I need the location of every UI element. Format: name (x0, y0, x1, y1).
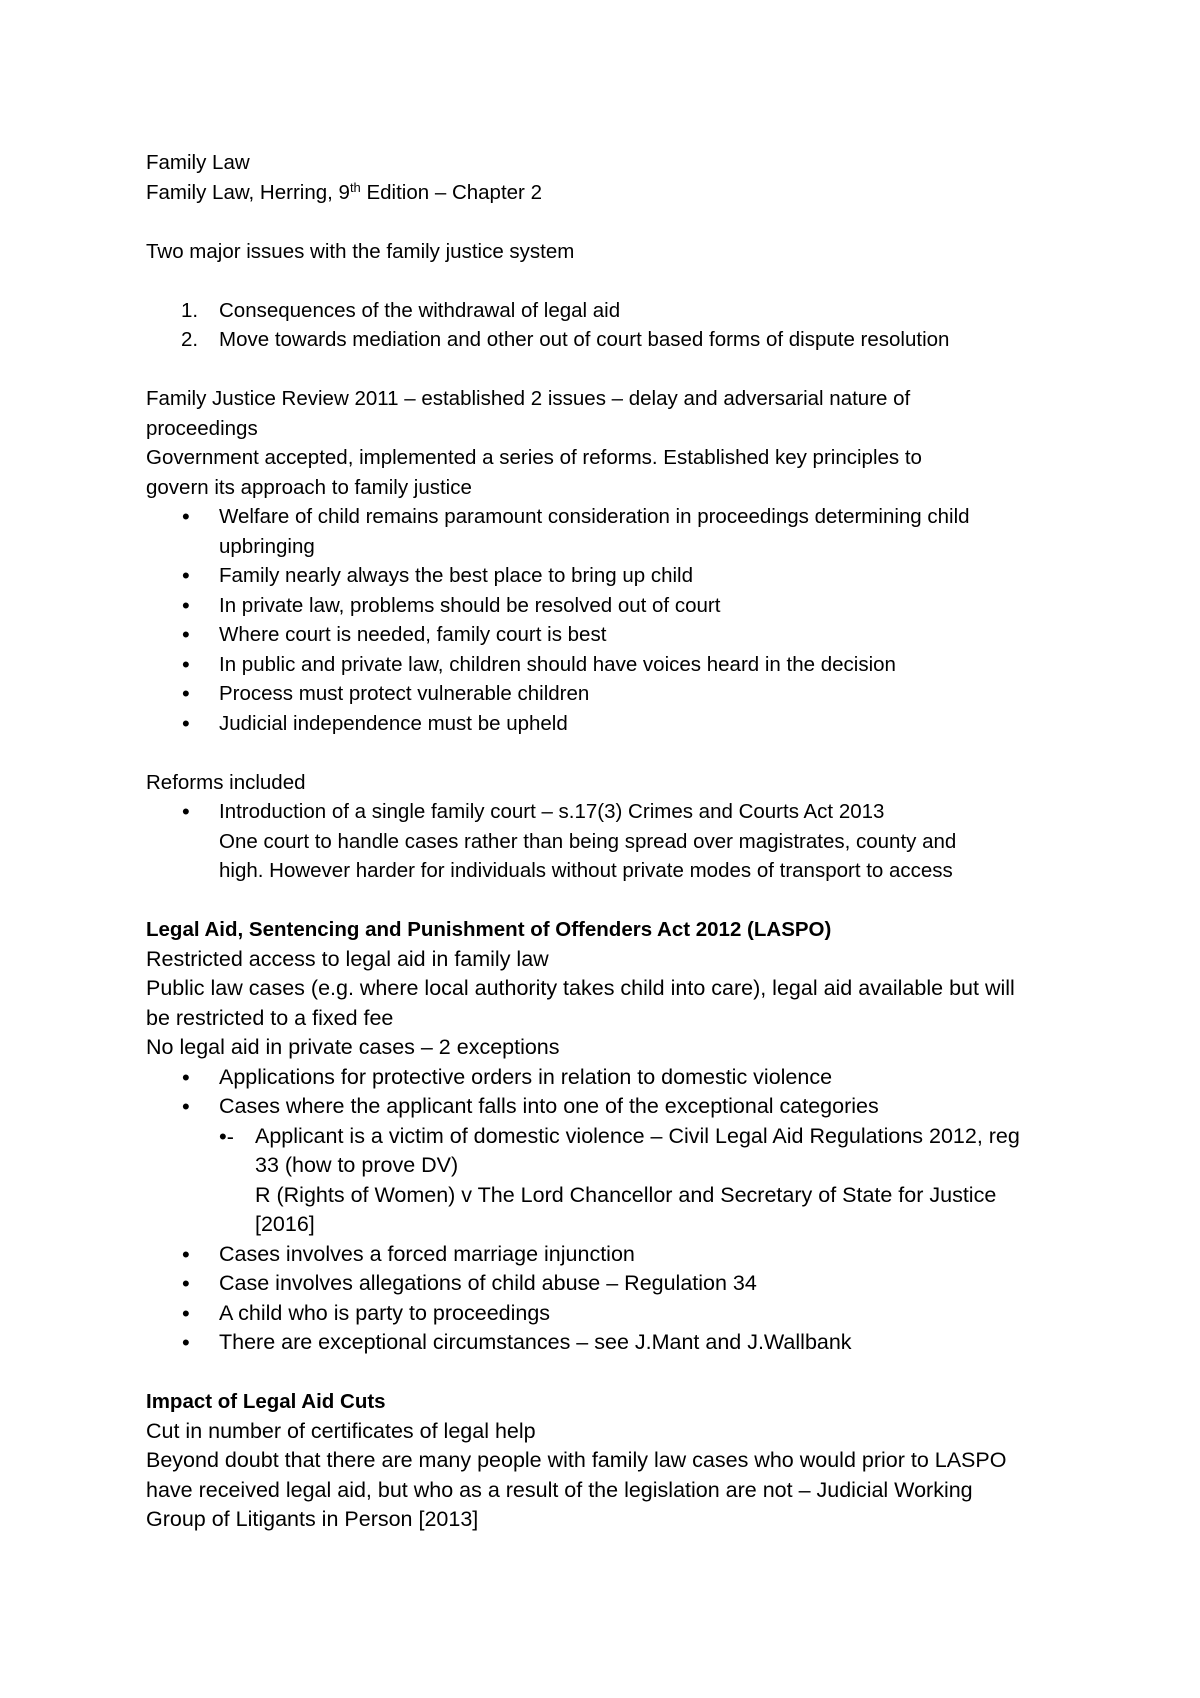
list-item: • Introduction of a single family court – s.17(3) Crimes and Courts Act 2013 One court to handle cases rather than being spread over magistrates, county and high. However harder for individuals without private modes of transport to access (146, 797, 1066, 886)
impact-heading: Impact of Legal Aid Cuts (146, 1390, 386, 1413)
issues-list (146, 296, 1066, 355)
bullet-icon (182, 1240, 190, 1271)
bullet-icon (182, 502, 190, 533)
bullet-icon (182, 1299, 190, 1330)
principles-list (146, 502, 1066, 738)
list-item: 1. Consequences of the withdrawal of legal aid (181, 298, 621, 322)
bullet-icon (182, 561, 190, 592)
bullet-icon (182, 679, 190, 710)
laspo-heading: Legal Aid, Sentencing and Punishment of Offenders Act 2012 (LASPO) (146, 918, 832, 941)
list-item: • Applications for protective orders in relation to domestic violence (146, 1063, 1066, 1093)
impact-paragraph: Beyond doubt that there are many people with family law cases who would prior to LASPO (146, 1448, 1007, 1472)
exceptional-categories-list (219, 1122, 1066, 1240)
laspo-paragraph: No legal aid in private cases – 2 exceptions (146, 1035, 560, 1059)
reforms-paragraph-line: govern its approach to family justice (146, 475, 472, 499)
bullet-icon (182, 1063, 190, 1094)
document-body (146, 148, 1066, 1535)
list-item: • Family nearly always the best place to bring up child (146, 561, 1066, 591)
bullet-icon (182, 1092, 190, 1123)
exceptions-list (146, 1063, 1066, 1358)
review-paragraph-line: proceedings (146, 416, 258, 440)
issues-heading: Two major issues with the family justice system (146, 239, 575, 263)
list-item: • Judicial independence must be upheld (146, 709, 1066, 739)
list-item: • A child who is party to proceedings (146, 1299, 1066, 1329)
impact-paragraph: Group of Litigants in Person [2013] (146, 1507, 479, 1531)
list-item: • In public and private law, children should have voices heard in the decision (146, 650, 1066, 680)
bullet-icon (182, 1328, 190, 1359)
doc-subtitle: Family Law, Herring, 9th Edition – Chapter 2 (146, 179, 542, 204)
reforms-list (146, 797, 1066, 886)
dash-icon: • - (219, 1122, 234, 1153)
review-paragraph-line: Family Justice Review 2011 – established 2 issues – delay and adversarial nature of (146, 387, 911, 410)
bullet-icon (182, 620, 190, 651)
list-item: • Case involves allegations of child abuse – Regulation 34 (146, 1269, 1066, 1299)
list-item: • There are exceptional circumstances – see J.Mant and J.Wallbank (146, 1328, 1066, 1358)
laspo-paragraph: be restricted to a fixed fee (146, 1005, 394, 1030)
list-item: • Process must protect vulnerable children (146, 679, 1066, 709)
bullet-icon (182, 591, 190, 622)
bullet-icon (182, 650, 190, 681)
doc-title: Family Law (146, 151, 250, 174)
laspo-paragraph: Restricted access to legal aid in family law (146, 946, 549, 971)
bullet-icon (182, 1269, 190, 1300)
impact-paragraph: Cut in number of certificates of legal help (146, 1418, 536, 1443)
list-item: • In private law, problems should be resolved out of court (146, 591, 1066, 621)
list-item: • Cases involves a forced marriage injunction (146, 1240, 1066, 1270)
list-item: • Cases where the applicant falls into one of the exceptional categories • - Applicant is a victim of domestic violence – Civil Legal Aid Regulations 2012, reg 33 (how to prove DV) R (Rights of Women) v The Lord Chancellor and Secretary of State for Justice [2016] (146, 1092, 1066, 1240)
reforms-heading: Reforms included (146, 770, 306, 794)
list-item: 2. Move towards mediation and other out of court based forms of dispute resolution (181, 328, 950, 351)
list-item: • Welfare of child remains paramount consideration in proceedings determining child upbringing (146, 502, 1066, 561)
reforms-paragraph-line: Government accepted, implemented a series of reforms. Established key principles to (146, 446, 922, 469)
bullet-icon (182, 797, 190, 828)
laspo-paragraph: Public law cases (e.g. where local authority takes child into care), legal aid available but will (146, 976, 1015, 1000)
list-item: • Where court is needed, family court is best (146, 620, 1066, 650)
impact-paragraph: have received legal aid, but who as a result of the legislation are not – Judicial Working (146, 1477, 973, 1502)
bullet-icon (182, 709, 190, 740)
list-item: • - Applicant is a victim of domestic violence – Civil Legal Aid Regulations 2012, reg 33 (how to prove DV) R (Rights of Women) v The Lord Chancellor and Secretary of State for Justice [2016] (219, 1122, 1066, 1240)
